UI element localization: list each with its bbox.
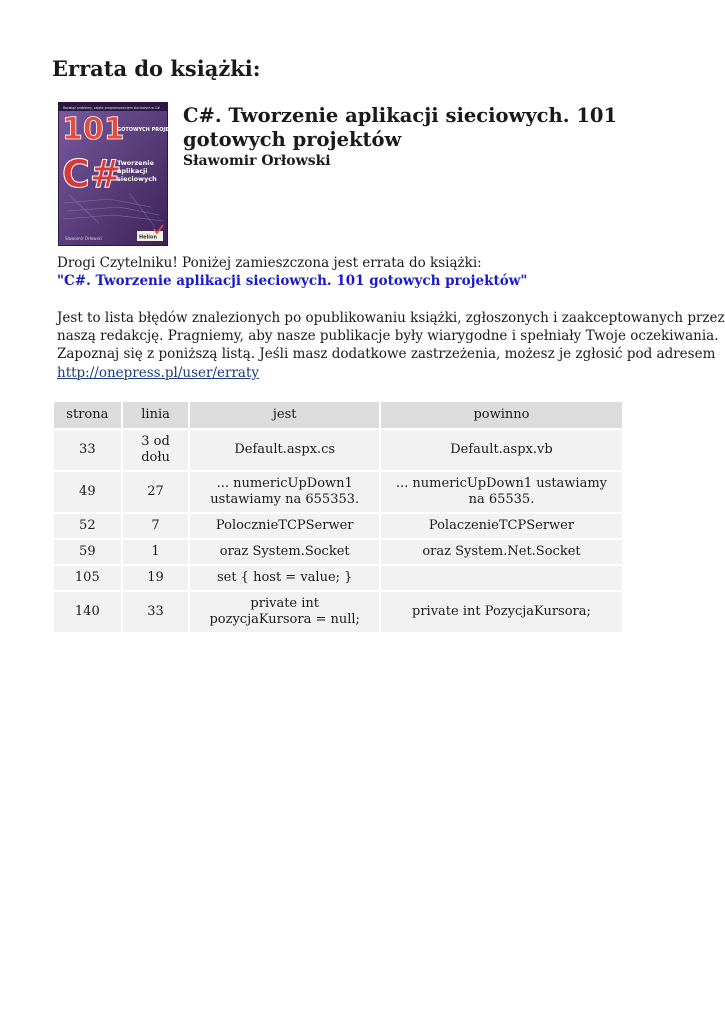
cell-strona: 33 [53, 429, 122, 471]
column-header-powinno: powinno [380, 401, 623, 429]
cell-linia: 7 [122, 513, 190, 539]
intro-line: Zapoznaj się z poniższą listą. Jeśli masz dodatkowe zastrzeżenia, możesz je zgłosić pod adresem [57, 346, 716, 363]
cell-jest: Default.aspx.cs [189, 429, 379, 471]
cover-author: Sławomir Orłowski [65, 236, 102, 241]
cell-powinno: oraz System.Net.Socket [380, 539, 623, 565]
intro-line: Jest to lista błędów znalezionych po opublikowaniu książki, zgłoszonych i zaakceptowanych przez [57, 310, 725, 326]
book-title: C#. Tworzenie aplikacji sieciowych. 101 gotowych projektów [183, 104, 618, 151]
cell-linia: 1 [122, 539, 190, 565]
cover-top-banner: Rozwiąż problemy, zajęte programowaniem sieciowym w C# [63, 106, 160, 110]
cell-jest: private int pozycjaKursora = null; [189, 591, 379, 633]
cell-jest: oraz System.Socket [189, 539, 379, 565]
cell-strona: 105 [53, 565, 122, 591]
cell-linia: 27 [122, 471, 190, 513]
table-row [53, 513, 623, 539]
svg-text:Tworzenie aplikacji: Tworzenie aplikacji sieciowych [117, 159, 157, 183]
book-author: Sławomir Orłowski [183, 153, 331, 169]
cell-linia: 3 od dołu [122, 429, 190, 471]
cell-powinno: Default.aspx.vb [380, 429, 623, 471]
page-title: Errata do książki: [52, 56, 261, 81]
cover-publisher: Helion [139, 234, 157, 241]
cover-language: C# [62, 152, 122, 196]
column-header-linia: linia [122, 401, 190, 429]
cell-jest: set { host = value; } [189, 565, 379, 591]
table-row [53, 429, 623, 471]
column-header-strona: strona [53, 401, 122, 429]
cell-strona: 52 [53, 513, 122, 539]
table-row [53, 565, 623, 591]
cell-linia: 33 [122, 591, 190, 633]
cover-subtitle: GOTOWYCH PROJEKTÓW [117, 127, 186, 133]
cover-number: 101 [62, 112, 125, 147]
cell-strona: 140 [53, 591, 122, 633]
cell-strona: 59 [53, 539, 122, 565]
cell-jest: ... numericUpDown1 ustawiamy na 655353. [189, 471, 379, 513]
cell-powinno: PolaczenieTCPSerwer [380, 513, 623, 539]
column-header-jest: jest [189, 401, 379, 429]
cell-powinno [380, 565, 623, 591]
intro-line: naszą redakcję. Pragniemy, aby nasze publikacje były wiarygodne i spełniały Twoje oczekiwania. [57, 328, 719, 345]
cell-linia: 19 [122, 565, 190, 591]
errata-report-link[interactable]: http://onepress.pl/user/erraty [57, 364, 259, 381]
cell-strona: 49 [53, 471, 122, 513]
intro-paragraph [57, 309, 725, 382]
book-cover-image [58, 102, 186, 246]
quoted-book-title: "C#. Tworzenie aplikacji sieciowych. 101 gotowych projektów" [57, 273, 528, 289]
table-header-row [53, 401, 623, 429]
table-row [53, 591, 623, 633]
cell-jest: PolocznieTCPSerwer [189, 513, 379, 539]
greeting-text: Drogi Czytelniku! Poniżej zamieszczona jest errata do książki: [57, 255, 482, 271]
cell-powinno: private int PozycjaKursora; [380, 591, 623, 633]
cell-powinno: ... numericUpDown1 ustawiamy na 65535. [380, 471, 623, 513]
table-row [53, 471, 623, 513]
table-row [53, 539, 623, 565]
errata-table [52, 400, 624, 634]
